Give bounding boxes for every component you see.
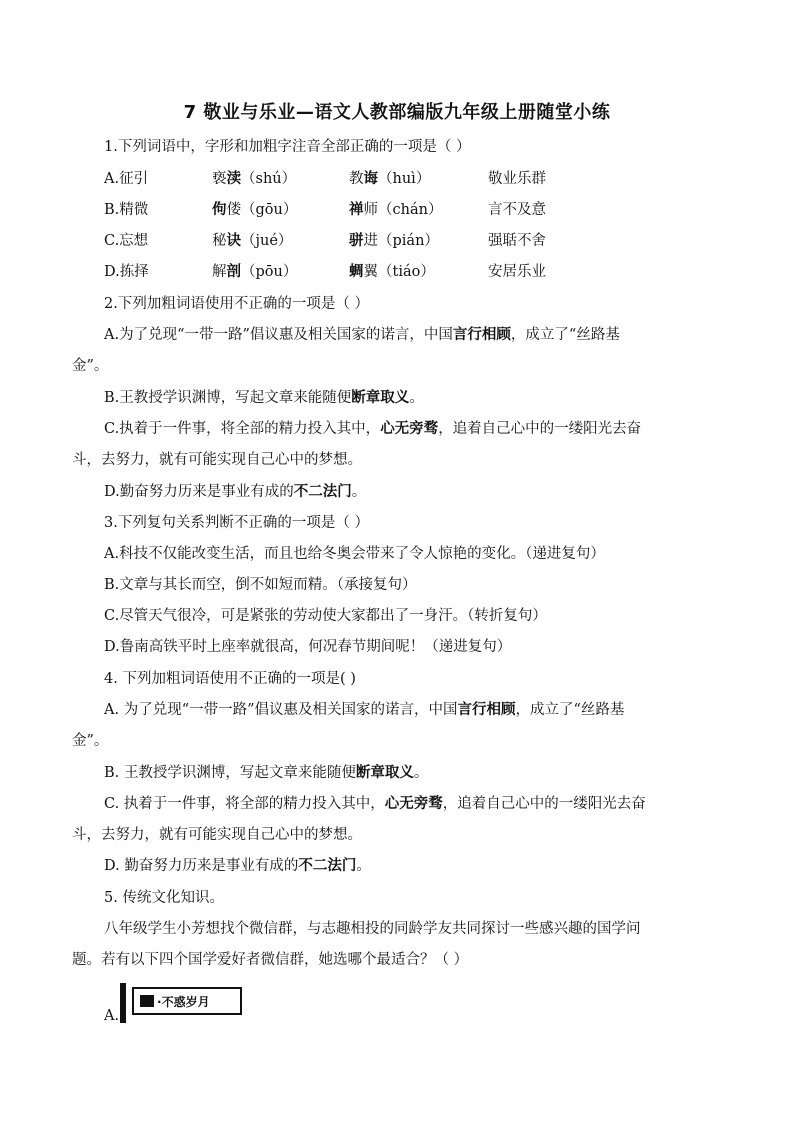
q1-c-word4: 强聒不舍 [488,233,546,249]
q5-option-a-label: A. [104,1008,120,1024]
wechat-group-card [132,987,242,1015]
q4-option-c-line2: 斗，去努力，就有可能实现自己心中的梦想。 [72,827,362,843]
q1-a-word3: 教诲（huì） [349,171,431,187]
image-frame-bar [120,983,126,1023]
q3-option-c: C.尽管天气很冷，可是紧张的劳动使大家都出了一身汗。（转折复句） [104,608,547,624]
q2-option-b: B.王教授学识渊博，写起文章来能随便断章取义。 [104,390,424,406]
q1-a-word1: A.征引 [104,171,149,187]
q2-option-a-line2: 金”。 [72,358,109,374]
q1-d-word1: D.拣择 [104,264,149,280]
q1-b-word4: 言不及意 [488,202,546,218]
q2-option-c-line2: 斗，去努力，就有可能实现自己心中的梦想。 [72,452,362,468]
q1-b-word1: B.精微 [104,202,149,218]
q5-option-a-image [120,983,244,1023]
q4-option-b: B. 王教授学识渊博，写起文章来能随便断章取义。 [104,765,429,781]
q1-option-row-b [0,198,794,220]
q5-paragraph-line1: 八年级学生小芳想找个微信群，与志趣相投的同龄学友共同探讨一些感兴趣的国学问 [104,921,641,937]
q1-c-word3: 骈进（pián） [349,233,439,249]
q4-option-a-line2: 金”。 [72,733,109,749]
q1-a-word2: 亵渎（shú） [212,171,297,187]
q1-b-word3: 禅师（chán） [349,202,443,218]
question-5-stem: 5. 传统文化知识。 [104,890,224,906]
q3-option-b: B.文章与其长而空，倒不如短而精。（承接复句） [104,577,417,593]
q1-d-word2: 解剖（pōu） [212,264,298,280]
q5-paragraph-line2: 题。若有以下四个国学爱好者微信群，她选哪个最适合？（ ） [72,952,469,968]
wechat-group-name: ·不惑岁月 [157,994,210,1009]
page-title: 7 敬业与乐业—语文人教部编版九年级上册随堂小练 [183,102,611,123]
q3-option-a: A.科技不仅能改变生活，而且也给冬奥会带来了令人惊艳的变化。（递进复句） [104,546,605,562]
question-1-stem: 1.下列词语中，字形和加粗字注音全部正确的一项是（ ） [104,139,471,155]
q1-c-word1: C.忘想 [104,233,149,249]
q3-option-d: D.鲁南高铁平时上座率就很高，何况春节期间呢！（递进复句） [104,639,512,655]
question-3-stem: 3.下列复句关系判断不正确的一项是（ ） [104,515,369,531]
q2-option-a-line1: A.为了兑现“一带一路”倡议惠及相关国家的诺言，中国言行相顾，成立了“丝路基 [104,327,620,343]
question-2-stem: 2.下列加粗词语使用不正确的一项是（ ） [104,296,369,312]
q1-d-word3: 蜩翼（tiáo） [349,264,435,280]
q2-option-c-line1: C.执着于一件事，将全部的精力投入其中，心无旁骛，追着自己心中的一缕阳光去奋 [104,421,642,437]
q1-d-word4: 安居乐业 [488,264,546,280]
q4-option-a-line1: A. 为了兑现“一带一路”倡议惠及相关国家的诺言，中国言行相顾，成立了“丝路基 [104,702,625,718]
q1-a-word4: 敬业乐群 [488,171,546,187]
q4-option-c-line1: C. 执着于一件事，将全部的精力投入其中，心无旁骛，追着自己心中的一缕阳光去奋 [104,796,646,812]
group-avatar-icon [140,995,154,1007]
q1-b-word2: 佝偻（gōu） [212,202,298,218]
q2-option-d: D.勤奋努力历来是事业有成的不二法门。 [104,484,367,500]
question-4-stem: 4. 下列加粗词语使用不正确的一项是( ) [104,671,356,687]
q1-c-word2: 秘诀（jué） [212,233,293,249]
q1-option-row-c [0,229,794,251]
q4-option-d: D. 勤奋努力历来是事业有成的不二法门。 [104,858,371,874]
q1-option-row-a [0,167,794,189]
q1-option-row-d [0,260,794,282]
